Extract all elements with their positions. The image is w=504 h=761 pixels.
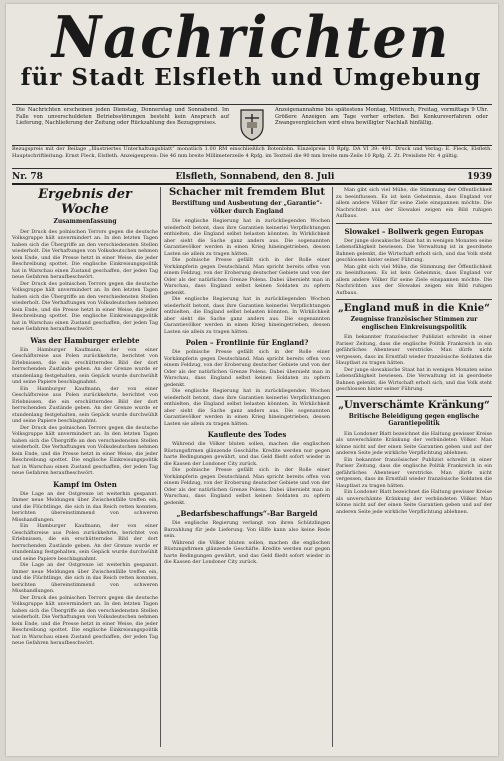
article-body: Der Druck des polnischen Terrors gegen die deutsche Volksgruppe hält unvermindert an. In den letzten Tagen haben sich die Übergriffe an den verschiedensten Stellen wiederholt. Die Verhaftungen von Volksdeutschen nehmen kein Ende, und die Presse hetzt in einer Weise, die jeder Beschreibung spottet. Die englische Einkreisungspolitik hat in Warschau einen Zustand geschaffen, der jeden Tag neue Gefahren heraufbeschwört.: [12, 228, 158, 280]
article-body: Ein Londoner Blatt bezeichnet die Haltung gewisser Kreise als unverschämte Kränkung der verbündeten Völker. Man könne nicht auf der einen Seite Garantien geben und auf der anderen Seite jede wirkliche Verpflichtung ablehnen.: [336, 489, 492, 515]
info-left: Die Nachrichten erscheinen jeden Dienstag, Donnerstag und Sonnabend. Im Falle von unverschuldeten Betriebsstörungen besteht kein Anspruch auf Lieferung, Nachlieferung der Zeitung oder Rückzahlung des Bezugspreises.: [16, 107, 229, 127]
article-body: Man gibt sich viel Mühe, die Stimmung der Öffentlichkeit zu beeinflussen. Es ist kein Geheimnis, dass England vor allem andere Völker für seine Ziele einspannen möchte. Die Nachrichten aus der Slowakei zeigen ein Bild ruhigen Aufbaus.: [336, 187, 492, 219]
article-body: Der Druck des polnischen Terrors gegen die deutsche Volksgruppe hält unvermindert an. In den letzten Tagen haben sich die Übergriffe an den verschiedensten Stellen wiederholt. Die Verhaftungen von Volksdeutschen nehmen kein Ende, und die Presse hetzt in einer Weise, die jeder Beschreibung spottet. Die englische Einkreisungspolitik hat in Warschau einen Zustand geschaffen, der jeden Tag neue Gefahren heraufbeschwört.: [12, 280, 158, 332]
article-headline: Schacher mit fremdem Blut: [168, 187, 326, 198]
article-body: Die Lage an der Ostgrenze ist weiterhin gespannt. Immer neue Meldungen über Zwischenfälle treffen ein, und die Flüchtlinge, die sich in das Reich retten konnten, berichten übereinstimmend von schweren Misshandlungen.: [12, 490, 158, 523]
section-heading: Kampf im Osten: [53, 479, 117, 489]
article-body: Während die Völker bluten sollen, machen die englischen Rüstungsfirmen glänzende Geschäfte. Kredite werden nur gegen harte Bedingungen gewährt, und das Geld fließt sofort wieder in die Kassen der Londoner City zurück.: [164, 539, 330, 565]
article-body: Ein bekannter französischer Publizist schreibt in einer Pariser Zeitung, dass die englische Politik Frankreich in ein gefährliches Abenteuer verstricke. Man dürfe nicht vergessen, dass im Ernstfall wieder französische Soldaten die Hauptlast zu tragen hätten.: [336, 334, 492, 366]
issue-year: 1939: [466, 171, 492, 182]
article-body: Ein Hamburger Kaufmann, der von einer Geschäftsreise aus Polen zurückkehrte, berichtet von Erlebnissen, die ein erschütterndes Bild der dort herrschenden Zustände geben. An der Grenze wurde er stundenlang festgehalten, sein Gepäck wurde durchwühlt und seine Papiere beschlagnahmt.: [12, 523, 158, 562]
article-body: Die englische Regierung hat in zurückliegenden Wochen wiederholt betont, dass ihre Garantien keinerlei Verpflichtungen enthielten, die England selbst belasten könnten. In Wirklichkeit aber sieht die Sache ganz anders aus. Die sogenannten Garantievölker werden in einen Krieg hineingetrieben, dessen Lasten sie allein zu tragen hätten.: [164, 388, 330, 427]
masthead-title: Nachrichten: [51, 4, 451, 71]
divider: [336, 299, 492, 300]
column-weekly-review: [12, 187, 158, 747]
info-right: Anzeigenannahme bis spätestens Montag, Mittwoch, Freitag, vormittags 9 Uhr. Größere Anzeigen am Tage vorher erbeten. Bei Konkursverfahren oder Zwangsvergleichen wird etwa bewilligter Nachlaß hinfällig.: [275, 107, 488, 127]
article-body: Man gibt sich viel Mühe, die Stimmung der Öffentlichkeit zu beeinflussen. Es ist kein Geheimnis, dass England vor allem andere Völker für seine Ziele einspannen möchte. Die Nachrichten aus der Slowakei zeigen ein Bild ruhigen Aufbaus.: [336, 263, 492, 296]
issue-date: Elsfleth, Sonnabend, den 8. Juli: [175, 171, 335, 182]
column-right: [336, 187, 492, 747]
article-body: Die englische Regierung hat in zurückliegenden Wochen wiederholt betont, dass ihre Garantien keinerlei Verpflichtungen enthielten, die England selbst belasten könnten. In Wirklichkeit aber sieht die Sache ganz anders aus. Die sogenannten Garantievölker werden in einen Krieg hineingetrieben, dessen Lasten sie allein zu tragen hätten.: [164, 296, 330, 335]
article-body: Die polnische Presse gefällt sich in der Rolle einer Vorkämpferin gegen Deutschland. Man spricht bereits offen von einem Feldzug, von der Eroberung deutscher Gebiete und von der Oder als der natürlichen Grenze Polens. Dabei übersieht man in Warschau, dass England selbst keinen Soldaten zu opfern gedenkt.: [164, 257, 330, 296]
article-body: Die polnische Presse gefällt sich in der Rolle einer Vorkämpferin gegen Deutschland. Man spricht bereits offen von einem Feldzug, von der Eroberung deutscher Gebiete und von der Oder als der natürlichen Grenze Polens. Dabei übersieht man in Warschau, dass England selbst keinen Soldaten zu opfern gedenkt.: [164, 349, 330, 388]
article-body: Der Druck des polnischen Terrors gegen die deutsche Volksgruppe hält unvermindert an. In den letzten Tagen haben sich die Übergriffe an den verschiedensten Stellen wiederholt. Die Verhaftungen von Volksdeutschen nehmen kein Ende, und die Presse hetzt in einer Weise, die jeder Beschreibung spottet. Die englische Einkreisungspolitik hat in Warschau einen Zustand geschaffen, der jeden Tag neue Gefahren heraufbeschwört.: [12, 424, 158, 476]
article-body: Ein Hamburger Kaufmann, der von einer Geschäftsreise aus Polen zurückkehrte, berichtet von Erlebnissen, die ein erschütterndes Bild der dort herrschenden Zustände geben. An der Grenze wurde er stundenlang festgehalten, sein Gepäck wurde durchwühlt und seine Papiere beschlagnahmt.: [12, 385, 158, 424]
newspaper-page: [6, 4, 498, 756]
publication-info: Bezugspreis mit der Beilage „Illustriertes Unterhaltungsblatt“ monatlich 1.00 RM einschließlich Botenlohn. Einzelpreis 10 Rpfg. DA VI 39: 491. Druck und Verlag: E. Fleck, Elsfleth. Hauptschriftleitung: Ernst Fleck, Elsfleth. Anzeigenpreis: Die 46 mm breite Millimeterzeile 4 Rpfg. im Textteil die 90 mm breite mm-Zeile 10 Rpfg. Z. Zt. Preisliste Nr. 4 gültig.: [12, 146, 492, 169]
article-body: Die polnische Presse gefällt sich in der Rolle einer Vorkämpferin gegen Deutschland. Man spricht bereits offen von einem Feldzug, von der Eroberung deutscher Gebiete und von der Oder als der natürlichen Grenze Polens. Dabei übersieht man in Warschau, dass England selbst keinen Soldaten zu opfern gedenkt.: [164, 467, 330, 506]
article-headline: Ergebnis der Woche: [38, 187, 132, 217]
column-rule: [332, 187, 333, 747]
section-heading: Kaufleute des Todes: [207, 430, 287, 439]
masthead: [12, 4, 490, 102]
masthead-subtitle: für Stadt Elsfleth und Umgebung: [20, 64, 482, 91]
article-body: Ein bekannter französischer Publizist schreibt in einer Pariser Zeitung, dass die englische Politik Frankreich in ein gefährliches Abenteuer verstricke. Man dürfe nicht vergessen, dass im Ernstfall wieder französische Soldaten die Hauptlast zu tragen hätten.: [336, 456, 492, 489]
article-kicker: Zeugnisse französischer Stimmen zur englischen Einkreisungspolitik: [350, 316, 478, 331]
divider: [336, 396, 492, 397]
column-main-article: [164, 187, 330, 747]
section-heading: Polen – Frontlinie für England?: [185, 338, 309, 347]
article-body: Der junge slowakische Staat hat in wenigen Monaten seine Lebensfähigkeit bewiesen. Die Verwaltung ist in geordnete Bahnen gelenkt, die Wirtschaft erholt sich, und das Volk steht geschlossen hinter seiner Führung.: [336, 366, 492, 392]
article-body: Der Druck des polnischen Terrors gegen die deutsche Volksgruppe hält unvermindert an. In den letzten Tagen haben sich die Übergriffe an den verschiedensten Stellen wiederholt. Die Verhaftungen von Volksdeutschen nehmen kein Ende, und die Presse hetzt in einer Weise, die jeder Beschreibung spottet. Die englische Einkreisungspolitik hat in Warschau einen Zustand geschaffen, der jeden Tag neue Gefahren heraufbeschwört.: [12, 594, 158, 646]
article-kicker: Zusammenfassung: [53, 218, 117, 225]
article-headline: Slowakei – Bollwerk gegen Europas: [344, 226, 484, 236]
dateline: [12, 170, 492, 185]
divider: [336, 223, 492, 224]
issue-number: Nr. 78: [12, 171, 43, 182]
section-heading: Was der Hamburger erlebte: [30, 335, 140, 345]
article-body: Ein Hamburger Kaufmann, der von einer Geschäftsreise aus Polen zurückkehrte, berichtet von Erlebnissen, die ein erschütterndes Bild der dort herrschenden Zustände geben. An der Grenze wurde er stundenlang festgehalten, sein Gepäck wurde durchwühlt und seine Papiere beschlagnahmt.: [12, 346, 158, 385]
article-kicker: Berstiftung und Ausbeutung der „Garantie“-völker durch England: [171, 200, 323, 215]
article-headline: „England muß in die Knie“: [338, 303, 490, 314]
article-body: Der junge slowakische Staat hat in wenigen Monaten seine Lebensfähigkeit bewiesen. Die Verwaltung ist in geordnete Bahnen gelenkt, die Wirtschaft erholt sich, und das Volk steht geschlossen hinter seiner Führung.: [336, 237, 492, 263]
article-body: Ein Londoner Blatt bezeichnet die Haltung gewisser Kreise als unverschämte Kränkung der verbündeten Völker. Man könne nicht auf der einen Seite Garantien geben und auf der anderen Seite jede wirkliche Verpflichtung ablehnen.: [336, 430, 492, 456]
town-crest-icon: [233, 105, 271, 145]
column-rule: [160, 187, 161, 747]
article-kicker: Britische Beleidigung gegen englische Garantiepolitik: [348, 412, 480, 427]
article-headline: „Unverschämte Kränkung“: [338, 399, 490, 411]
section-heading: „Bedarfsbeschaffungs“-Bar Bargeld: [176, 509, 318, 518]
info-band: [12, 104, 492, 146]
article-body: Die englische Regierung verlangt von ihren Schützlingen Barzahlung für jede Lieferung. Von Hilfe kann also keine Rede sein.: [164, 520, 330, 539]
article-body: Die englische Regierung hat in zurückliegenden Wochen wiederholt betont, dass ihre Garantien keinerlei Verpflichtungen enthielten, die England selbst belasten könnten. In Wirklichkeit aber sieht die Sache ganz anders aus. Die sogenannten Garantievölker werden in einen Krieg hineingetrieben, dessen Lasten sie allein zu tragen hätten.: [164, 218, 330, 257]
article-body: Die Lage an der Ostgrenze ist weiterhin gespannt. Immer neue Meldungen über Zwischenfälle treffen ein, und die Flüchtlinge, die sich in das Reich retten konnten, berichten übereinstimmend von schweren Misshandlungen.: [12, 562, 158, 594]
article-body: Während die Völker bluten sollen, machen die englischen Rüstungsfirmen glänzende Geschäfte. Kredite werden nur gegen harte Bedingungen gewährt, und das Geld fließt sofort wieder in die Kassen der Londoner City zurück.: [164, 441, 330, 467]
